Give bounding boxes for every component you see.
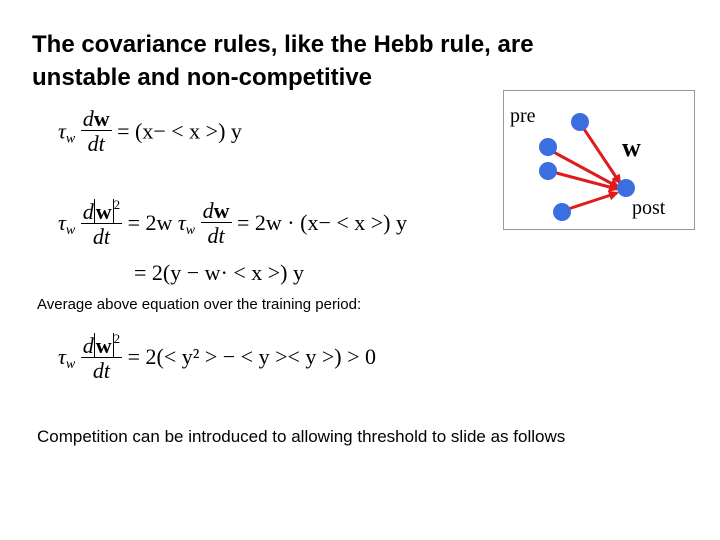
title-line-1: The covariance rules, like the Hebb rule, are — [32, 31, 534, 58]
norm-derivative-fraction — [81, 332, 122, 382]
derivative-fraction — [81, 108, 112, 155]
weight-label: w — [622, 133, 641, 162]
pre-neuron-node — [539, 162, 557, 180]
tau-symbol: τ — [58, 118, 66, 144]
d-symbol: d — [82, 333, 94, 358]
tau-symbol: τ — [58, 344, 66, 369]
synapse-arrow — [562, 193, 617, 211]
tau-symbol-2: τ — [177, 210, 186, 235]
pre-neuron-node — [539, 138, 557, 156]
pre-neuron-node — [571, 113, 589, 131]
equation-2-mid: = 2w — [127, 210, 173, 235]
average-note: Average above equation over the training period: — [37, 296, 362, 313]
tau-subscript: w — [65, 357, 76, 373]
equation-1 — [58, 108, 242, 155]
equation-3 — [134, 262, 304, 284]
hebb-network-diagram — [503, 90, 695, 230]
equation-1-rhs: = (x− < x >) y — [117, 118, 242, 144]
dt-symbol: dt — [81, 357, 122, 382]
equation-3-rhs: = 2(y − w· < x >) y — [134, 260, 304, 285]
equation-2-rhs: = 2w · (x− < x >) y — [237, 210, 408, 235]
equation-2 — [58, 198, 407, 248]
tau-subscript: w — [65, 131, 76, 147]
exponent: 2 — [113, 331, 121, 346]
derivative-fraction-2 — [201, 197, 232, 248]
d-symbol: d — [202, 197, 214, 223]
synapse-arrows — [548, 123, 620, 211]
dt-symbol: dt — [81, 130, 112, 155]
tau-symbol: τ — [58, 210, 66, 235]
tau-subscript: w — [65, 223, 76, 239]
dt-symbol: dt — [81, 223, 122, 248]
pre-neuron-node — [553, 203, 571, 221]
post-neuron-node — [617, 179, 635, 197]
exponent: 2 — [113, 197, 121, 212]
w-symbol: w — [93, 106, 110, 131]
equation-4-rhs: = 2(< y² > − < y >< y >) > 0 — [127, 344, 377, 369]
neuron-nodes — [539, 113, 635, 221]
norm-derivative-fraction — [81, 198, 122, 248]
w-symbol: w — [213, 197, 230, 223]
pre-label: pre — [510, 105, 536, 127]
slide-title — [32, 28, 652, 94]
w-norm: w — [95, 199, 112, 224]
dt-symbol: dt — [201, 222, 232, 247]
title-line-2: unstable and non-competitive — [32, 64, 373, 91]
d-symbol: d — [82, 106, 94, 131]
post-label: post — [632, 197, 666, 219]
competition-note: Competition can be introduced to allowing threshold to slide as follows — [37, 427, 566, 446]
d-symbol: d — [82, 199, 94, 224]
w-norm: w — [95, 333, 112, 358]
equation-4 — [58, 332, 376, 382]
tau-subscript-2: w — [185, 223, 196, 239]
synapse-arrow — [580, 123, 620, 183]
